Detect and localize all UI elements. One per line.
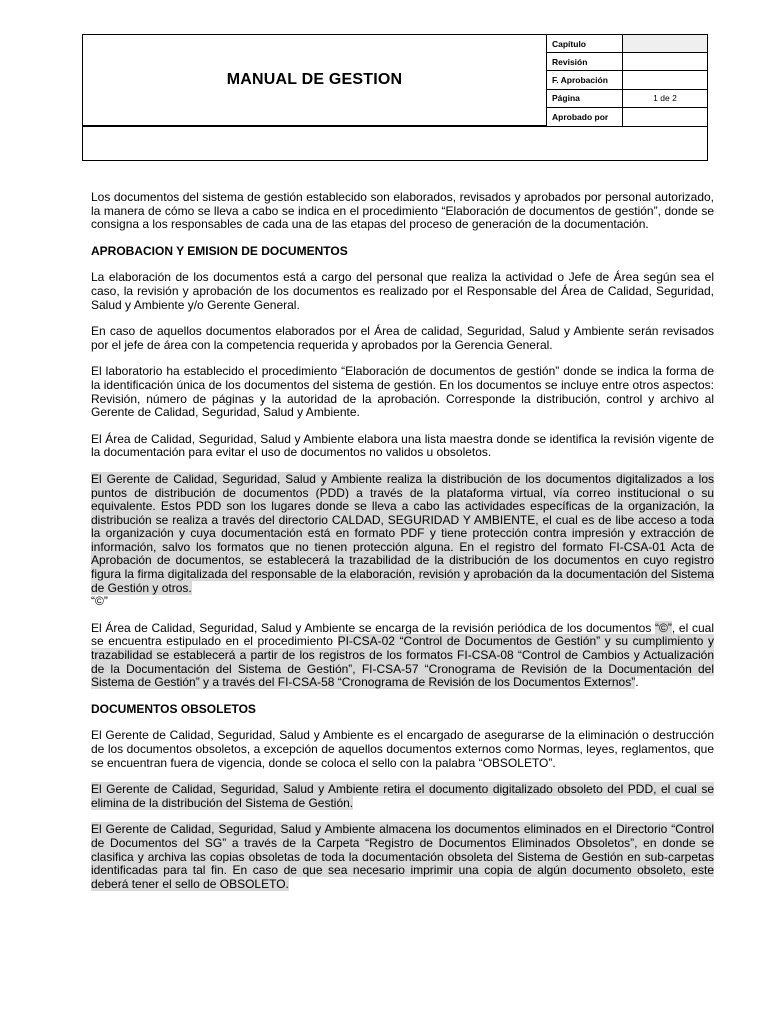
meta-value <box>623 53 707 70</box>
header-metadata <box>547 35 707 126</box>
paragraph: El Gerente de Calidad, Seguridad, Salud y Ambiente es el encargado de asegurarse de la eliminación o destrucción de los documentos obsoletos, a excepción de aquellos documentos externos como Normas, leyes, reglamentos, que se encuentran fuera de vigencia, donde se coloca el sello con la palabra “OBSOLETO”. <box>91 728 714 770</box>
paragraph: En caso de aquellos documentos elaborados por el Área de calidad, Seguridad, Salud y Ambiente serán revisados por el jefe de área con la competencia requerida y aprobados por la Gerencia General. <box>91 324 714 352</box>
highlighted-text: El Gerente de Calidad, Seguridad, Salud y Ambiente realiza la distribución de los documentos digitalizados a los puntos de distribución de documentos (PDD) a través de la plataforma virtual, vía correo institucional o su equivalente. Estos PDD son los lugares donde se lleva a cabo las actividades específicas de la organización, la distribución se realiza a través del directorio CALDAD, SEGURIDAD Y AMBIENTE, el cual es de libe acceso a toda la organización y cuya documentación está en formato PDF y tiene protección contra impresión y extracción de información, salvo los formatos que no tienen protección alguna. En el registro del formato FI-CSA-01 Acta de Aprobación de documentos, se establecerá la trazabilidad de la distribución de los documentos en cuyo registro figura la firma digitalizada del responsable de la elaboración, revisión y aprobación da la documentación del Sistema de Gestión y otros. <box>91 471 714 595</box>
page-number: 1 de 2 <box>653 93 677 104</box>
highlighted-text: El Gerente de Calidad, Seguridad, Salud y Ambiente retira el documento digitalizado obsoleto del PDD, el cual se elimina de la distribución del Sistema de Gestión. <box>91 782 714 810</box>
meta-row-revision <box>547 53 707 71</box>
text-run: , el cual se encuentra estipulado en el procedimiento <box>91 620 714 649</box>
header-bottom-cell <box>83 126 707 160</box>
meta-value <box>623 71 707 88</box>
paragraph-revision <box>91 622 714 690</box>
section-title-obsoletos: DOCUMENTOS OBSOLETOS <box>91 701 256 716</box>
meta-value <box>623 108 707 126</box>
meta-label: F. Aprobación <box>547 71 623 88</box>
meta-label: Capítulo <box>547 35 623 52</box>
meta-value <box>623 35 707 52</box>
paragraph: El laboratorio ha establecido el procedimiento “Elaboración de documentos de gestión” donde se indica la forma de la identificación única de los documentos del sistema de gestión. En los documentos se incluye entre otros aspectos: Revisión, número de páginas y la autoridad de la aprobación. Corresponde la distribución, control y archivo al Gerente de Calidad, Seguridad, Salud y Ambiente. <box>91 364 714 420</box>
paragraph-distribution <box>91 473 714 609</box>
paragraph <box>91 783 714 810</box>
text-run: . <box>635 675 639 690</box>
meta-label: Aprobado por <box>547 108 623 126</box>
meta-row-aprobacion <box>547 71 707 89</box>
section-title-aprobacion: APROBACION Y EMISION DE DOCUMENTOS <box>91 243 348 258</box>
document-title: MANUAL DE GESTION <box>83 35 547 126</box>
paragraph-intro: Los documentos del sistema de gestión establecido son elaborados, revisados y aprobados por personal autorizado, la manera de cómo se lleva a cabo se indica en el procedimiento “Elaboración de documentos de gestión”, donde se consigna a los responsables de cada una de las etapas del proceso de generación de la documentación. <box>91 190 714 232</box>
highlighted-text: PI-CSA-02 “Control de Documentos de Gestión” y su cumplimiento y trazabilidad se establecerá a partir de los registros de los formatos FI-CSA-08 “Control de Cambios y Actualización de la Documentación del Sistema de Gestión”, FI-CSA-57 “Cronograma de Revisión de la Documentación del Sistema de Gestión” y a través del FI-CSA-58 “Cronograma de Revisión de los Documentos Externos” <box>91 634 714 690</box>
paragraph: El Área de Calidad, Seguridad, Salud y Ambiente elabora una lista maestra donde se identifica la revisión vigente de la documentación para evitar el uso de documentos no validos u obsoletos. <box>91 431 714 460</box>
paragraph: La elaboración de los documentos está a cargo del personal que realiza la actividad o Jefe de Área según sea el caso, la revisión y aprobación de los documentos es realizado por el Responsable del Área de Calidad, Seguridad, Salud y Ambiente y/o Gerente General. <box>91 270 714 312</box>
copyright-mark: “©” <box>91 594 108 609</box>
meta-label: Revisión <box>547 53 623 70</box>
meta-label: Página <box>547 90 623 107</box>
meta-row-capitulo <box>547 35 707 53</box>
document-body <box>91 191 714 904</box>
paragraph <box>91 823 714 891</box>
document-header <box>82 34 708 161</box>
meta-row-pagina <box>547 90 707 108</box>
meta-row-aprobado-por <box>547 108 707 126</box>
text-run: El Área de Calidad, Seguridad, Salud y Ambiente se encarga de la revisión periódica de los documentos <box>91 620 656 635</box>
highlighted-text: El Gerente de Calidad, Seguridad, Salud y Ambiente almacena los documentos eliminados en el Directorio “Control de Documentos del SG” a través de la Carpeta “Registro de Documentos Eliminados Obsoletos”, en donde se clasifica y archiva las copias obsoletas de toda la documentación obsoleta del Sistema de Gestión en sub-carpetas identificadas para tal fin. En caso de que sea necesario imprimir una copia de algún documento obsoleto, este deberá tener el sello de OBSOLETO. <box>91 822 714 891</box>
highlighted-text: “©” <box>655 620 672 635</box>
